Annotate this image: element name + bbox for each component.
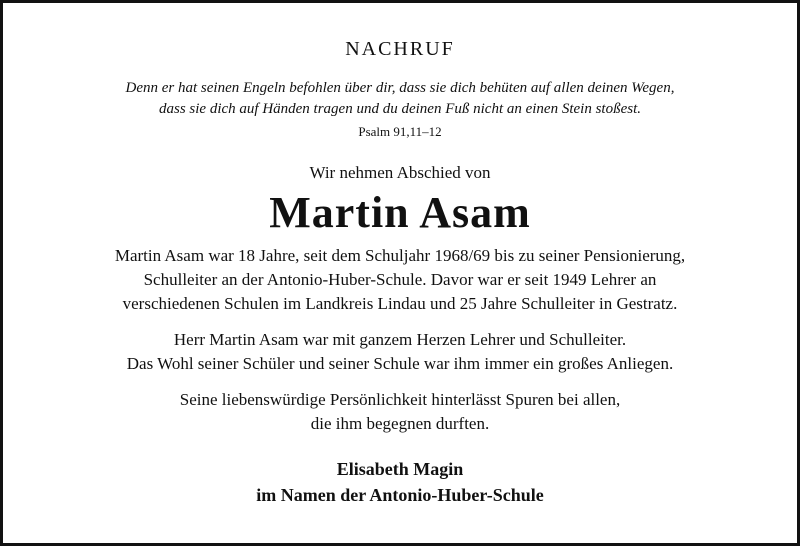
farewell-intro: Wir nehmen Abschied von	[309, 163, 491, 182]
paragraph-line: Seine liebenswürdige Persönlichkeit hinterlässt Spuren bei allen,	[179, 390, 621, 409]
signatory-organization: im Namen der Antonio-Huber-Schule	[256, 485, 544, 505]
bible-verse	[3, 78, 797, 120]
signatory-name: Elisabeth Magin	[336, 459, 464, 479]
paragraph-line: verschiedenen Schulen im Landkreis Lindau und 25 Jahre Schulleiter in Gestratz.	[122, 294, 678, 313]
paragraph-line: Schulleiter an der Antonio-Huber-Schule. Davor war er seit 1949 Lehrer an	[143, 270, 657, 289]
tribute-paragraph	[3, 328, 797, 376]
obituary-notice	[3, 3, 797, 508]
verse-line: dass sie dich auf Händen tragen und du deinen Fuß nicht an einen Stein stoßest.	[158, 101, 641, 117]
verse-line: Denn er hat seinen Engeln befohlen über dir, dass sie dich behüten auf allen deinen Wegen,	[125, 80, 675, 96]
paragraph-line: Martin Asam war 18 Jahre, seit dem Schuljahr 1968/69 bis zu seiner Pensionierung,	[114, 246, 686, 265]
closing-paragraph	[3, 388, 797, 436]
deceased-name: Martin Asam	[269, 188, 531, 237]
paragraph-line: Herr Martin Asam war mit ganzem Herzen Lehrer und Schulleiter.	[173, 330, 627, 349]
verse-source: Psalm 91,11–12	[358, 124, 442, 139]
notice-heading: NACHRUF	[345, 38, 455, 60]
biography-paragraph	[3, 244, 797, 316]
signature-block	[3, 456, 797, 508]
paragraph-line: die ihm begegnen durften.	[310, 414, 490, 433]
paragraph-line: Das Wohl seiner Schüler und seiner Schule war ihm immer ein großes Anliegen.	[126, 354, 674, 373]
